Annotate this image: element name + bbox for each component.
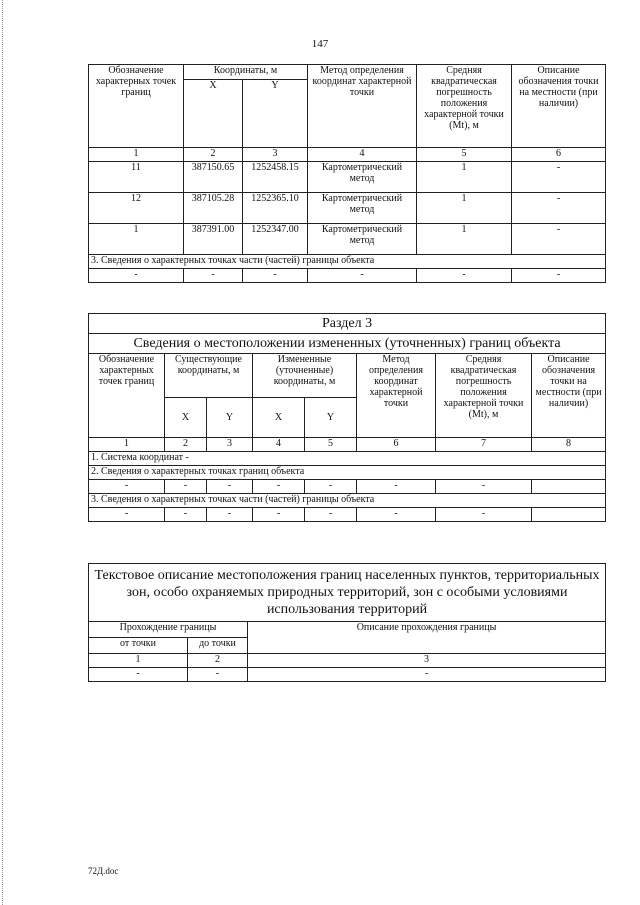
section3-table bbox=[88, 313, 606, 522]
header-passage-description: Описание прохождения границы bbox=[248, 622, 606, 654]
cell-point: 12 bbox=[89, 193, 184, 224]
col-number: 1 bbox=[89, 148, 184, 162]
cell-error: 1 bbox=[417, 224, 512, 255]
cell-method: Картометрический метод bbox=[308, 224, 417, 255]
cell-description: - bbox=[512, 193, 606, 224]
header-coordinates: Координаты, м bbox=[184, 65, 308, 80]
section3-label: 3. Сведения о характерных точках части (частей) границы объекта bbox=[89, 255, 606, 269]
section3-cell: - bbox=[417, 269, 512, 283]
header-method: Метод определения координат характерной точки bbox=[357, 354, 436, 438]
section2-cell: - bbox=[436, 480, 532, 494]
section3-cell: - bbox=[305, 508, 357, 522]
cell-point: 11 bbox=[89, 162, 184, 193]
header-error: Средняя квадратическая погрешность положения характерной точки (Mt), м bbox=[436, 354, 532, 438]
cell-method: Картометрический метод bbox=[308, 162, 417, 193]
cell-from: - bbox=[89, 668, 188, 682]
section3-cell: - bbox=[357, 508, 436, 522]
section3-cell: - bbox=[184, 269, 243, 283]
col-number: 6 bbox=[357, 438, 436, 452]
header-x2: X bbox=[253, 398, 305, 438]
header-y2: Y bbox=[305, 398, 357, 438]
col-number: 4 bbox=[253, 438, 305, 452]
section3-cell: - bbox=[512, 269, 606, 283]
section2-cell: - bbox=[305, 480, 357, 494]
section3-cell bbox=[532, 508, 606, 522]
header-description: Описание обозначения точки на местности (при наличии) bbox=[512, 65, 606, 148]
cell-x: 387391.00 bbox=[184, 224, 243, 255]
file-name-footer: 72Д.doc bbox=[88, 866, 119, 876]
cell-description: - bbox=[512, 162, 606, 193]
cell-y: 1252365.10 bbox=[243, 193, 308, 224]
section3-cell: - bbox=[436, 508, 532, 522]
header-error: Средняя квадратическая погрешность положения характерной точки (Mt), м bbox=[417, 65, 512, 148]
page-edge bbox=[2, 0, 4, 905]
header-x1: X bbox=[165, 398, 207, 438]
col-number: 3 bbox=[248, 654, 606, 668]
col-number: 4 bbox=[308, 148, 417, 162]
col-number: 6 bbox=[512, 148, 606, 162]
section2-cell: - bbox=[165, 480, 207, 494]
col-number: 5 bbox=[305, 438, 357, 452]
coord-system-label: 1. Система координат - bbox=[89, 452, 606, 466]
header-method: Метод определения координат характерной точки bbox=[308, 65, 417, 148]
header-passage: Прохождение границы bbox=[89, 622, 248, 638]
header-description: Описание обозначения точки на местности (при наличии) bbox=[532, 354, 606, 438]
header-changed: Измененные (уточненные) координаты, м bbox=[253, 354, 357, 398]
col-number: 1 bbox=[89, 654, 188, 668]
section2-cell: - bbox=[89, 480, 165, 494]
section2-cell: - bbox=[207, 480, 253, 494]
col-number: 1 bbox=[89, 438, 165, 452]
header-designation: Обозначение характерных точек границ bbox=[89, 354, 165, 438]
cell-point: 1 bbox=[89, 224, 184, 255]
section3-cell: - bbox=[165, 508, 207, 522]
col-number: 8 bbox=[532, 438, 606, 452]
header-designation: Обозначение характерных точек границ bbox=[89, 65, 184, 148]
col-number: 3 bbox=[207, 438, 253, 452]
col-number: 2 bbox=[188, 654, 248, 668]
section3-cell: - bbox=[207, 508, 253, 522]
col-number: 3 bbox=[243, 148, 308, 162]
page-number: 147 bbox=[311, 38, 329, 50]
cell-x: 387150.65 bbox=[184, 162, 243, 193]
section3-cell: - bbox=[308, 269, 417, 283]
section2-cell bbox=[532, 480, 606, 494]
col-number: 2 bbox=[165, 438, 207, 452]
header-existing: Существующие координаты, м bbox=[165, 354, 253, 398]
cell-y: 1252347.00 bbox=[243, 224, 308, 255]
section3-cell: - bbox=[243, 269, 308, 283]
section2-label: 2. Сведения о характерных точках границ объекта bbox=[89, 466, 606, 480]
text-description-table bbox=[88, 563, 606, 682]
section3-cell: - bbox=[253, 508, 305, 522]
cell-x: 387105.28 bbox=[184, 193, 243, 224]
header-y: Y bbox=[243, 80, 308, 148]
header-from-point: от точки bbox=[89, 638, 188, 654]
section-subtitle: Сведения о местоположении измененных (уточненных) границ объекта bbox=[89, 334, 606, 354]
section2-cell: - bbox=[253, 480, 305, 494]
cell-description: - bbox=[512, 224, 606, 255]
header-to-point: до точки bbox=[188, 638, 248, 654]
cell-error: 1 bbox=[417, 193, 512, 224]
cell-to: - bbox=[188, 668, 248, 682]
section3-label: 3. Сведения о характерных точках части (частей) границы объекта bbox=[89, 494, 606, 508]
cell-method: Картометрический метод bbox=[308, 193, 417, 224]
cell-y: 1252458.15 bbox=[243, 162, 308, 193]
cell-description: - bbox=[248, 668, 606, 682]
section2-cell: - bbox=[357, 480, 436, 494]
col-number: 7 bbox=[436, 438, 532, 452]
col-number: 2 bbox=[184, 148, 243, 162]
cell-error: 1 bbox=[417, 162, 512, 193]
section3-cell: - bbox=[89, 508, 165, 522]
section3-cell: - bbox=[89, 269, 184, 283]
coordinates-table bbox=[88, 64, 606, 283]
text-description-title: Текстовое описание местоположения границ населенных пунктов, территориальных зон, особо охраняемых природных территорий, зон с особыми условиями использования территорий bbox=[89, 564, 606, 622]
header-y1: Y bbox=[207, 398, 253, 438]
col-number: 5 bbox=[417, 148, 512, 162]
header-x: X bbox=[184, 80, 243, 148]
section-title: Раздел 3 bbox=[89, 314, 606, 334]
